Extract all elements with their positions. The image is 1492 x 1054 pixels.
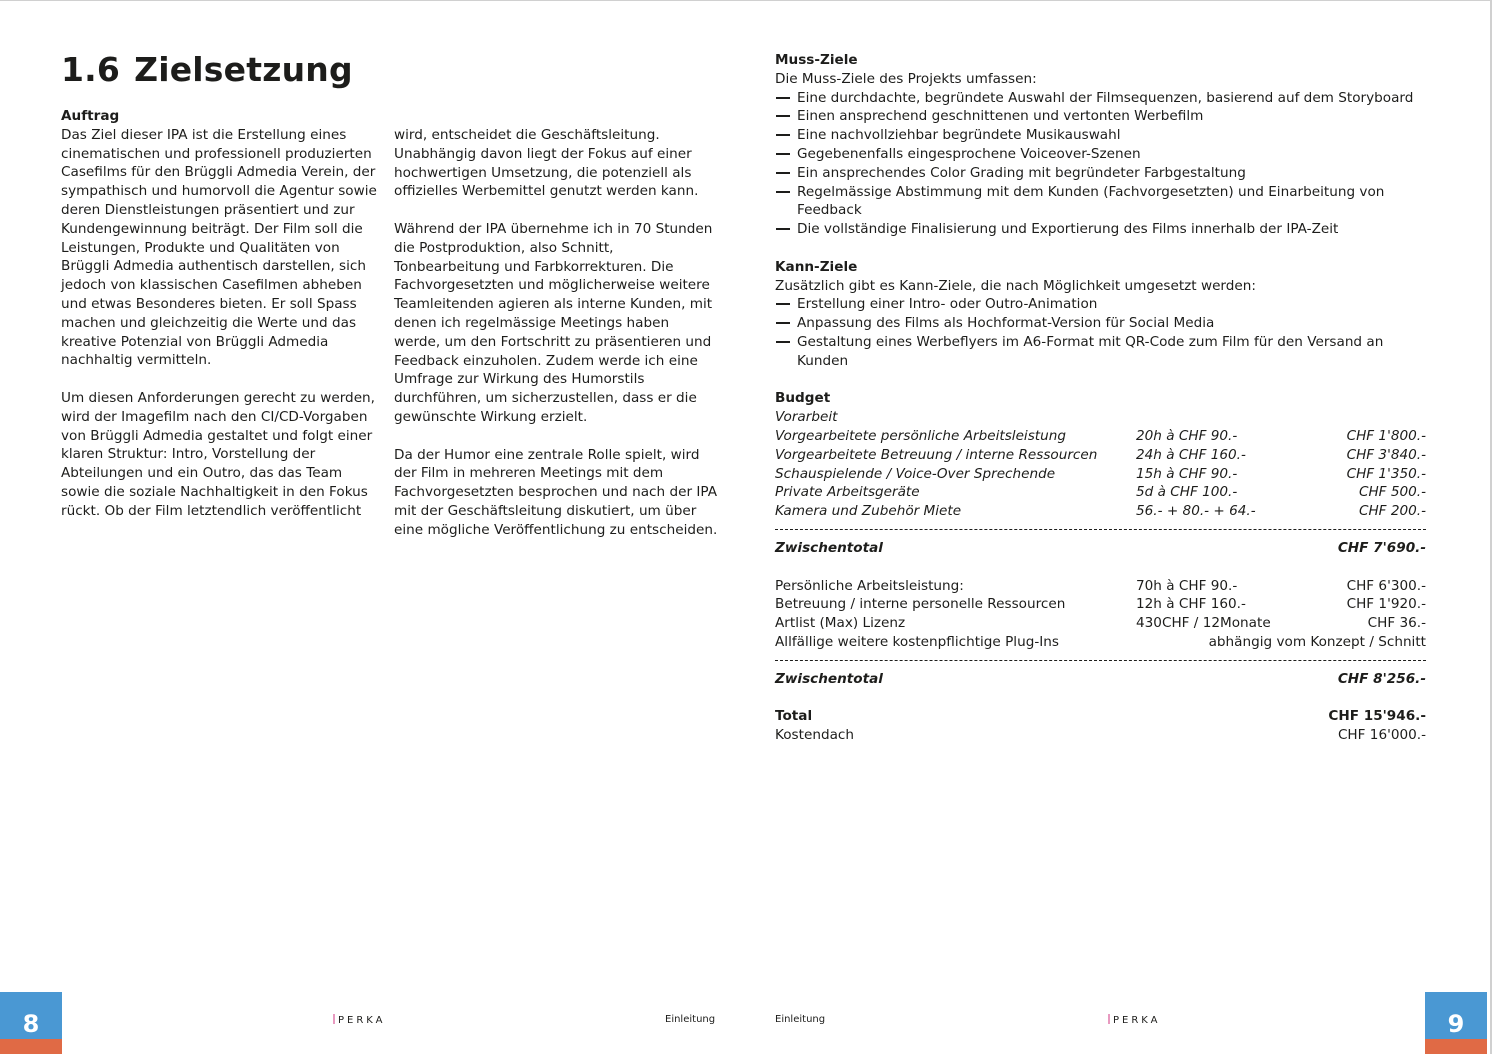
paragraph: Da der Humor eine zentrale Rolle spielt, wird der Film in mehreren Meetings mit dem Fachvorgesetzten besprochen und nach der IPA mit der Geschäftsleitung diskutiert, um über eine mögliche Veröffentlichung zu entscheiden. [394, 446, 718, 538]
list-item: Erstellung einer Intro- oder Outro-Animation [775, 295, 1427, 314]
list-item: Die vollständige Finalisierung und Exportierung des Films innerhalb der IPA-Zeit [775, 220, 1427, 239]
middle-column [394, 126, 719, 540]
vorarbeit-heading: Vorarbeit [775, 409, 838, 426]
budget-row: Private Arbeitsgeräte 5d à CHF 100.- CHF 500.- [775, 484, 1426, 501]
total-row: Total CHF 15'946.- [775, 708, 1426, 725]
page-title [61, 50, 353, 89]
dash-bullet-icon [776, 322, 790, 324]
paragraph: Das Ziel dieser IPA ist die Erstellung eines cinematischen und professionell produzierten Casefilms für den Brüggli Admedia Verein, der sympathisch und humorvoll die Agentur sowie deren Dienstleistungen präsentiert und zur Kundengewinnung beiträgt. Der Film soll die Leistungen, Produkte und Qualitäten von Brüggli Admedia authentisch darstellen, sich jedoch von klassischen Casefilmen abheben und etwas Besonderes bieten. Er soll Spass machen und gleichzeitig die Werte und das kreative Potenzial von Brüggli Admedia nachhaltig vermitteln. [61, 126, 377, 369]
budget-row: Kamera und Zubehör Miete 56.- + 80.- + 64.- CHF 200.- [775, 503, 1426, 520]
page-number: 8 [22, 1010, 40, 1038]
muss-ziele-list [775, 89, 1427, 239]
section-number: 1.6 [61, 50, 121, 89]
brand-logo-right: PERKA [1108, 1014, 1161, 1026]
subtotal-row: Zwischentotal CHF 7'690.- [775, 539, 1426, 556]
list-item: Regelmässige Abstimmung mit dem Kunden (Fachvorgesetzten) und Einarbeitung von Feedback [775, 183, 1427, 221]
paragraph: Um diesen Anforderungen gerecht zu werden, wird der Imagefilm nach den CI/CD-Vorgaben von Brüggli Admedia gestaltet und folgt einer klaren Struktur: Intro, Vorstellung der Abteilungen und ein Outro, das das Team sowie die soziale Nachhaltigkeit in den Fokus rückt. Ob der Film letztendlich veröffentlicht [61, 389, 375, 519]
brand-bar-icon [333, 1014, 335, 1024]
footer-section-left: Einleitung [665, 1014, 716, 1025]
dash-bullet-icon [776, 97, 790, 99]
dash-bullet-icon [776, 115, 790, 117]
dash-bullet-icon [776, 191, 790, 193]
section-title: Zielsetzung [134, 50, 353, 89]
left-column [61, 107, 381, 521]
kann-ziele-intro: Zusätzlich gibt es Kann-Ziele, die nach Möglichkeit umgesetzt werden: [775, 277, 1256, 294]
budget-row: Allfällige weitere kostenpflichtige Plug-Ins abhängig vom Konzept / Schnitt [775, 633, 1426, 650]
dash-bullet-icon [776, 172, 790, 174]
paragraph: Während der IPA übernehme ich in 70 Stunden die Postproduktion, also Schnitt, Tonbearbeitung und Farbkorrekturen. Die Fachvorgesetzten und möglicherweise weitere Teamleitenden agieren als interne Kunden, mit denen ich regelmässige Meetings haben werde, um den Fortschritt zu präsentieren und Feedback einzuholen. Zudem werde ich eine Umfrage zur Wirkung des Humorstils durchführen, um sicherzustellen, dass er die gewünschte Wirkung erzielt. [394, 220, 713, 425]
dash-bullet-icon [776, 303, 790, 305]
list-item: Ein ansprechendes Color Grading mit begründeter Farbgestaltung [775, 164, 1427, 183]
budget-row: Vorgearbeitete persönliche Arbeitsleistung 20h à CHF 90.- CHF 1'800.- [775, 427, 1426, 444]
auftrag-heading: Auftrag [61, 108, 120, 124]
brand-logo-left: PERKA [333, 1014, 386, 1026]
muss-ziele-heading: Muss-Ziele [775, 52, 858, 68]
list-item: Gegebenenfalls eingesprochene Voiceover-Szenen [775, 145, 1427, 164]
list-item: Einen ansprechend geschnittenen und vertonten Werbefilm [775, 107, 1427, 126]
dash-bullet-icon [776, 228, 790, 230]
divider-line [775, 529, 1426, 530]
page-number-badge-right [1425, 992, 1487, 1054]
paragraph: wird, entscheidet die Geschäftsleitung. Unabhängig davon liegt der Fokus auf einer hochwertigen Umsetzung, die potenziell als offizielles Werbemittel genutzt werden kann. [394, 127, 699, 200]
list-item: Eine nachvollziehbar begründete Musikauswahl [775, 126, 1427, 145]
dash-bullet-icon [776, 341, 790, 343]
dash-bullet-icon [776, 153, 790, 155]
budget-row: Betreuung / interne personelle Ressourcen 12h à CHF 160.- CHF 1'920.- [775, 596, 1426, 613]
budget-row: Artlist (Max) Lizenz 430CHF / 12Monate CHF 36.- [775, 615, 1426, 632]
divider-line [775, 660, 1426, 661]
list-item: Anpassung des Films als Hochformat-Version für Social Media [775, 314, 1427, 333]
footer-section-right: Einleitung [775, 1014, 826, 1025]
dash-bullet-icon [776, 134, 790, 136]
budget-row: Vorgearbeitete Betreuung / interne Ressourcen 24h à CHF 160.- CHF 3'840.- [775, 446, 1426, 463]
page-number-badge-left [0, 992, 62, 1054]
page-border-top [0, 0, 1492, 1]
muss-ziele-intro: Die Muss-Ziele des Projekts umfassen: [775, 70, 1037, 87]
list-item: Gestaltung eines Werbeflyers im A6-Format mit QR-Code zum Film für den Versand an Kunden [775, 333, 1427, 371]
right-column [775, 51, 1427, 745]
list-item: Eine durchdachte, begründete Auswahl der Filmsequenzen, basierend auf dem Storyboard [775, 89, 1427, 108]
subtotal-row: Zwischentotal CHF 8'256.- [775, 670, 1426, 687]
kann-ziele-list [775, 295, 1427, 370]
brand-bar-icon [1108, 1014, 1110, 1024]
budget-row: Persönliche Arbeitsleistung: 70h à CHF 90.- CHF 6'300.- [775, 577, 1426, 594]
vorarbeit-table [775, 427, 1427, 521]
page-number: 9 [1447, 1010, 1465, 1038]
ipa-table [775, 577, 1427, 652]
budget-row: Schauspielende / Voice-Over Sprechende 15h à CHF 90.- CHF 1'350.- [775, 465, 1426, 482]
kann-ziele-heading: Kann-Ziele [775, 258, 858, 275]
budget-heading: Budget [775, 390, 831, 407]
cost-cap-row: Kostendach CHF 16'000.- [775, 727, 1426, 744]
